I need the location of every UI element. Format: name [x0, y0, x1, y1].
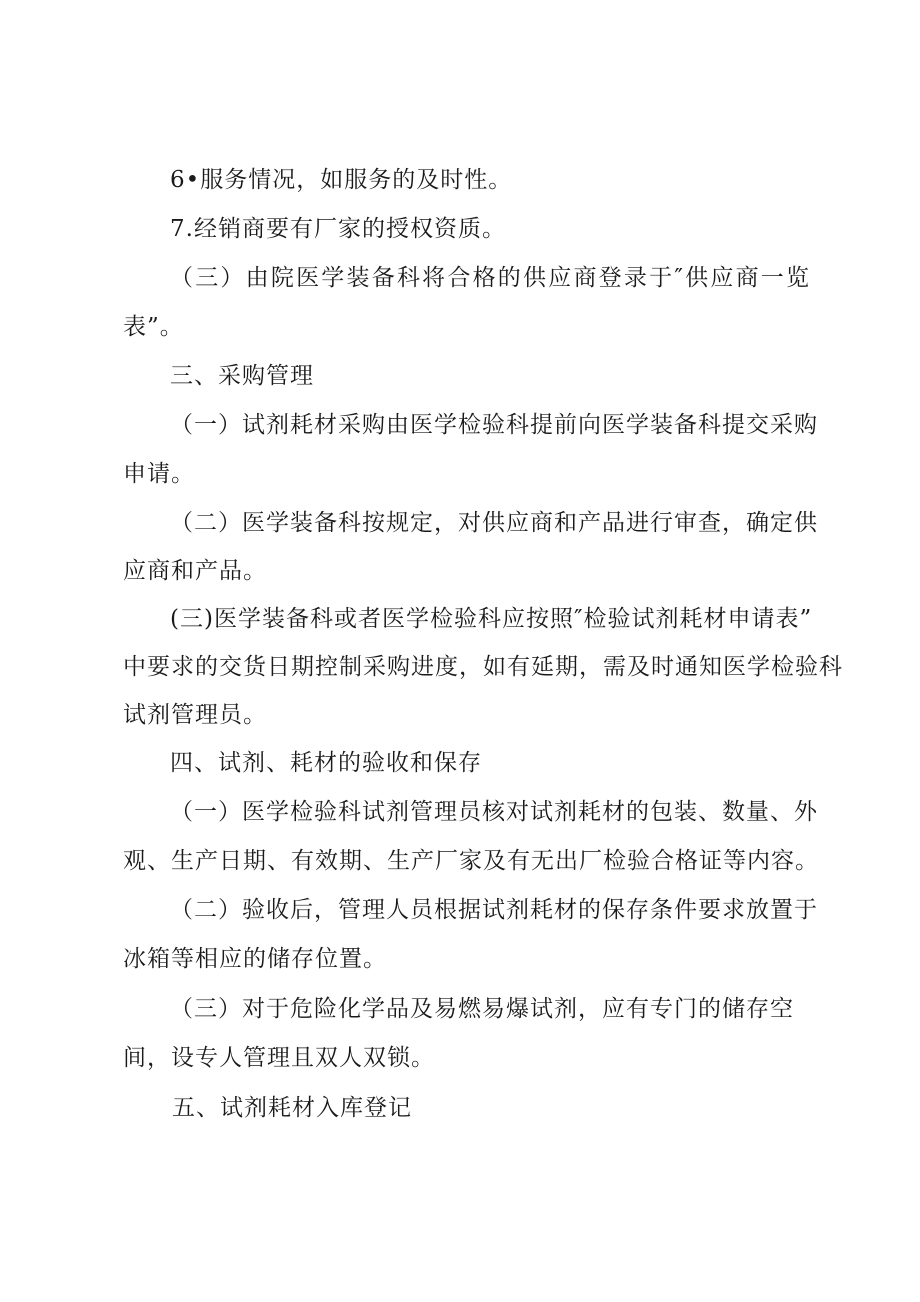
text-line: （一）试剂耗材采购由医学检验科提前向医学装备科提交采购	[170, 412, 818, 438]
text-line: 间，设专人管理且双人双锁。	[123, 1045, 435, 1071]
section-heading: 五、试剂耗材入库登记	[172, 1095, 412, 1121]
text-line: （一）医学检验科试剂管理员核对试剂耗材的包装、数量、外	[170, 799, 818, 825]
section-heading: 四、试剂、耗材的验收和保存	[170, 750, 482, 776]
text-line: 7.经销商要有厂家的授权资质。	[170, 216, 506, 242]
text-line: 6•服务情况，如服务的及时性。	[170, 167, 513, 193]
text-line: 中要求的交货日期控制采购进度，如有延期，需及时通知医学检验科	[123, 654, 843, 680]
text-line: 申请。	[123, 461, 195, 487]
text-line: 冰箱等相应的储存位置。	[123, 946, 387, 972]
text-line: 应商和产品。	[123, 558, 267, 584]
text-line: （二）验收后，管理人员根据试剂耗材的保存条件要求放置于	[170, 897, 818, 923]
text-line: 观、生产日期、有效期、生产厂家及有无出厂检验合格证等内容。	[123, 848, 819, 874]
text-line: （三）由院医学装备科将合格的供应商登录于″供应商一览	[170, 265, 810, 291]
text-line: （三）对于危险化学品及易燃易爆试剂，应有专门的储存空	[170, 996, 794, 1022]
text-line: （二）医学装备科按规定，对供应商和产品进行审查，确定供	[170, 510, 818, 536]
text-line: 表”。	[123, 314, 184, 340]
section-heading: 三、采购管理	[170, 363, 314, 389]
text-line: (三)医学装备科或者医学检验科应按照″检验试剂耗材申请表”	[170, 606, 813, 632]
text-line: 试剂管理员。	[123, 702, 267, 728]
